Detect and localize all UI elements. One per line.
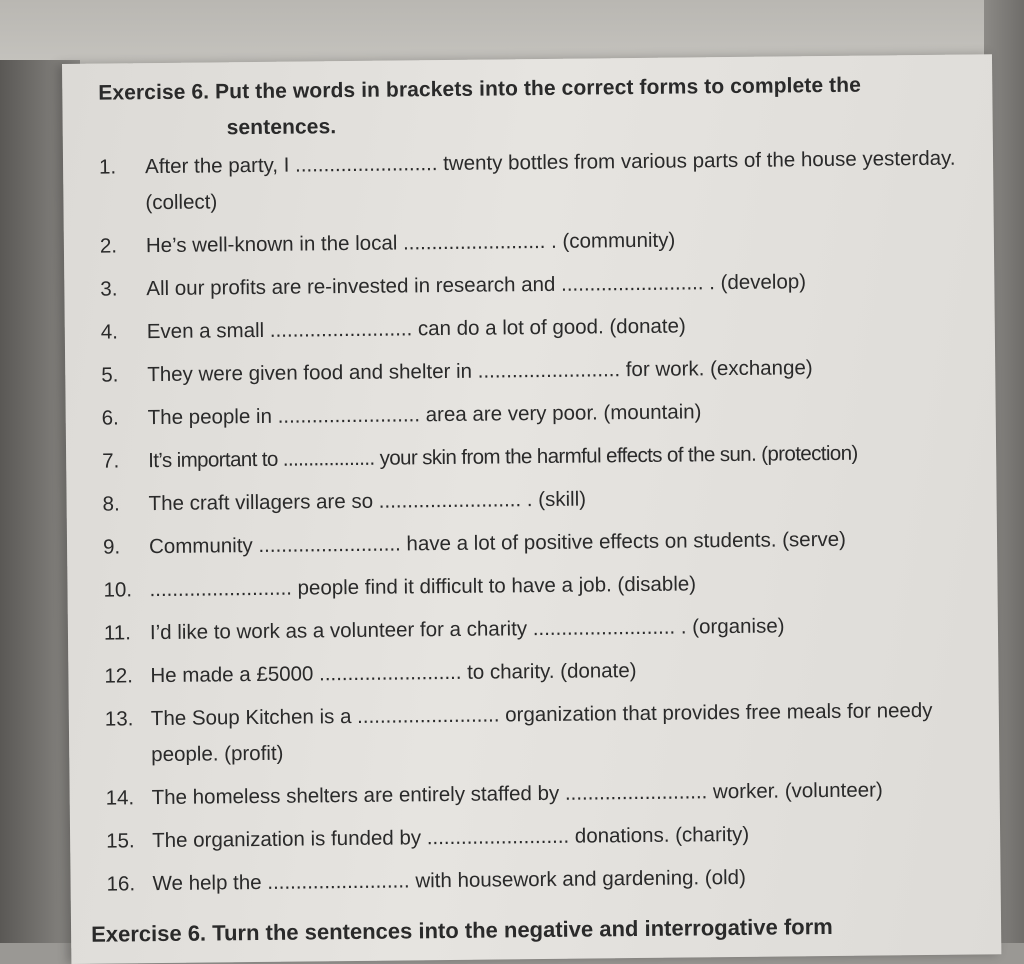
item-text: The Soup Kitchen is a ......................... organization that provides free meals for needy people. (profit): [150, 698, 933, 767]
list-item: [100, 219, 980, 264]
list-item: [101, 305, 981, 350]
item-text: The homeless shelters are entirely staffed by ......................... worker. (volunteer): [151, 778, 883, 810]
list-item: [100, 262, 980, 307]
item-text: The craft villagers are so ......................... . (skill): [148, 487, 587, 516]
item-text: They were given food and shelter in ......................... for work. (exchange): [147, 356, 813, 387]
exercise-title-line2: sentences.: [226, 115, 337, 140]
item-number: 15.: [106, 829, 135, 853]
item-number: 13.: [104, 707, 134, 731]
item-number: 14.: [105, 786, 135, 810]
list-item: [104, 649, 984, 694]
item-number: 2.: [99, 234, 118, 258]
item-text: The organization is funded by ......................... donations. (charity): [152, 822, 750, 853]
item-text: We help the ......................... with housework and gardening. (old): [152, 865, 746, 896]
item-text: It’s important to .................. your skin from the harmful effects of the sun. (protection): [148, 441, 858, 473]
list-item: [105, 692, 986, 773]
item-number: 11.: [103, 621, 132, 645]
item-number: 7.: [102, 449, 120, 473]
item-number: 1.: [98, 155, 117, 179]
item-number: 12.: [104, 664, 134, 688]
list-item: [103, 520, 983, 565]
item-number: 6.: [101, 406, 119, 430]
item-number: 3.: [100, 277, 118, 301]
item-text: He made a £5000 ......................... to charity. (donate): [150, 659, 637, 688]
worksheet-page: [62, 54, 1001, 964]
item-text: I’d like to work as a volunteer for a charity ......................... . (organise): [149, 614, 785, 645]
item-text: All our profits are re-invested in research and ......................... . (develop): [146, 270, 807, 301]
item-number: 9.: [102, 535, 121, 559]
item-text: He’s well-known in the local ......................... . (community): [145, 228, 676, 258]
next-exercise-partial-heading: Exercise 6. Turn the sentences into the negative and interrogative form: [90, 913, 833, 947]
item-text: Even a small ......................... can do a lot of good. (donate): [146, 314, 686, 344]
list-item: [106, 814, 986, 859]
item-number: 16.: [106, 872, 136, 896]
item-text: The people in ......................... area are very poor. (mountain): [147, 400, 702, 430]
list-item: [102, 391, 982, 436]
list-item: [103, 563, 983, 608]
item-text: After the party, I ......................... twenty bottles from various parts of the house yesterday. (collect): [144, 146, 956, 215]
item-number: 8.: [102, 492, 120, 516]
exercise-title: [98, 66, 979, 147]
list-item: [101, 348, 981, 393]
list-item: [106, 857, 986, 902]
list-item: [104, 606, 984, 651]
list-item: [106, 771, 986, 816]
item-number: 4.: [100, 320, 119, 344]
item-number: 10.: [103, 578, 133, 602]
exercise-title-line1: Exercise 6. Put the words in brackets into the correct forms to complete the: [98, 73, 862, 105]
item-text: ......................... people find it difficult to have a job. (disable): [149, 572, 697, 602]
exercise-content: [98, 54, 987, 902]
list-item: [102, 434, 982, 479]
item-number: 5.: [101, 363, 119, 387]
list-item: [99, 140, 980, 221]
item-text: Community ......................... have a lot of positive effects on students. (serve): [148, 527, 847, 559]
list-item: [102, 477, 982, 522]
